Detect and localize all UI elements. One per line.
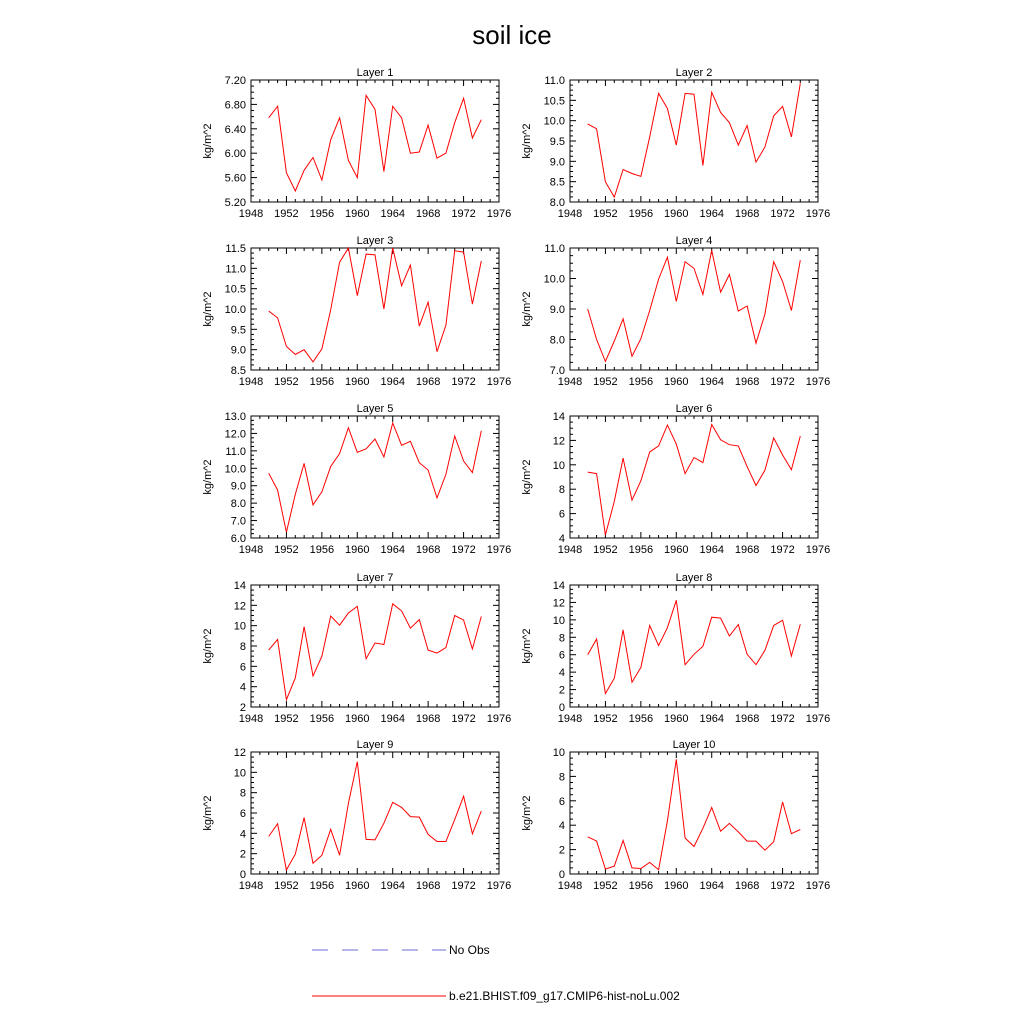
y-tick-label: 9.0 — [549, 304, 565, 316]
x-tick-label: 1952 — [274, 376, 299, 388]
panel-title: Layer 10 — [672, 739, 716, 751]
y-tick-label: 12 — [552, 597, 565, 610]
figure-title: soil ice — [472, 20, 552, 50]
panel-layer-1 — [202, 67, 511, 220]
y-tick-label: 9.0 — [230, 344, 246, 357]
y-tick-label: 12 — [233, 600, 246, 613]
x-tick-label: 1964 — [380, 880, 405, 892]
panel-layer-9 — [202, 739, 511, 892]
series-line-model-run — [269, 762, 482, 870]
y-tick-label: 4 — [239, 828, 246, 841]
x-tick-label: 1972 — [770, 713, 795, 725]
series-line-model-run — [588, 83, 801, 197]
series-line-model-run — [269, 95, 482, 191]
y-tick-label: 14 — [552, 411, 565, 423]
x-tick-label: 1960 — [664, 880, 689, 892]
x-tick-label: 1948 — [557, 544, 583, 556]
y-tick-label: 5.60 — [224, 172, 246, 185]
x-tick-label: 1948 — [557, 208, 583, 220]
x-tick-label: 1964 — [699, 208, 724, 220]
y-tick-label: 0 — [558, 869, 565, 881]
y-tick-label: 10 — [552, 614, 565, 627]
y-tick-label: 6 — [558, 795, 565, 808]
x-tick-label: 1968 — [415, 544, 441, 556]
y-tick-label: 4 — [558, 820, 565, 833]
plot-frame — [251, 752, 499, 874]
y-tick-label: 7.0 — [230, 515, 246, 528]
series-line-model-run — [269, 248, 482, 362]
legend — [312, 943, 680, 1003]
panel-title: Layer 2 — [675, 67, 713, 79]
x-tick-label: 1948 — [238, 713, 264, 725]
x-tick-label: 1964 — [380, 713, 405, 725]
x-tick-label: 1952 — [274, 880, 299, 892]
x-tick-label: 1948 — [557, 880, 583, 892]
x-tick-label: 1960 — [664, 376, 689, 388]
x-tick-label: 1956 — [309, 208, 335, 220]
y-tick-label: 10 — [233, 620, 246, 633]
panel-title: Layer 8 — [675, 572, 713, 584]
panel-title: Layer 5 — [356, 403, 394, 415]
plot-frame — [570, 752, 818, 874]
y-tick-label: 10.0 — [224, 463, 246, 476]
y-tick-label: 10 — [552, 459, 565, 472]
y-tick-label: 8.0 — [230, 498, 246, 511]
panel-layer-2 — [521, 67, 830, 220]
y-tick-label: 10.5 — [543, 95, 565, 108]
y-tick-label: 8 — [239, 787, 246, 800]
legend-label-model-run: b.e21.BHIST.f09_g17.CMIP6-hist-noLu.002 — [449, 989, 680, 1003]
x-tick-label: 1952 — [593, 376, 618, 388]
x-tick-label: 1968 — [415, 208, 441, 220]
y-axis-label: kg/m^2 — [521, 459, 533, 495]
y-tick-label: 0 — [558, 702, 565, 714]
x-tick-label: 1968 — [734, 544, 760, 556]
x-tick-label: 1968 — [415, 376, 441, 388]
x-tick-label: 1952 — [593, 880, 618, 892]
y-tick-label: 7.0 — [549, 365, 565, 377]
series-line-model-run — [269, 604, 482, 700]
x-tick-label: 1972 — [770, 376, 795, 388]
y-tick-label: 8.5 — [549, 176, 565, 189]
y-tick-label: 11.0 — [544, 75, 565, 87]
y-tick-label: 8 — [239, 641, 246, 653]
y-tick-label: 4 — [558, 667, 565, 680]
x-tick-label: 1960 — [345, 713, 370, 725]
y-tick-label: 6 — [239, 661, 246, 674]
legend-label-no-obs: No Obs — [449, 943, 490, 957]
x-tick-label: 1956 — [628, 208, 654, 220]
x-tick-label: 1972 — [451, 713, 476, 725]
x-tick-label: 1972 — [451, 376, 476, 388]
y-tick-label: 9.5 — [230, 324, 246, 337]
x-tick-label: 1952 — [593, 544, 618, 556]
y-tick-label: 6 — [558, 508, 565, 521]
x-tick-label: 1956 — [309, 544, 335, 556]
x-tick-label: 1964 — [699, 880, 724, 892]
y-tick-label: 12 — [233, 747, 246, 759]
plot-frame — [570, 80, 818, 202]
panel-layer-3 — [202, 235, 511, 388]
panel-title: Layer 4 — [675, 235, 713, 247]
x-tick-label: 1964 — [380, 376, 405, 388]
y-tick-label: 9.0 — [230, 480, 246, 493]
x-tick-label: 1948 — [238, 544, 264, 556]
x-tick-label: 1948 — [238, 208, 264, 220]
x-tick-label: 1972 — [451, 880, 476, 892]
y-tick-label: 10.0 — [543, 115, 565, 128]
x-tick-label: 1976 — [486, 544, 512, 556]
x-tick-label: 1956 — [309, 376, 335, 388]
x-tick-label: 1952 — [593, 713, 618, 725]
x-tick-label: 1960 — [664, 208, 689, 220]
series-line-model-run — [588, 425, 801, 536]
x-tick-label: 1956 — [628, 544, 654, 556]
y-axis-label: kg/m^2 — [521, 795, 533, 831]
y-tick-label: 8 — [558, 484, 565, 497]
x-tick-label: 1976 — [805, 376, 831, 388]
x-tick-label: 1964 — [699, 544, 724, 556]
y-tick-label: 8.0 — [549, 197, 565, 209]
y-tick-label: 10.5 — [224, 283, 246, 296]
x-tick-label: 1976 — [805, 880, 831, 892]
y-tick-label: 6.0 — [230, 533, 246, 545]
x-tick-label: 1960 — [345, 376, 370, 388]
x-tick-label: 1956 — [309, 880, 335, 892]
y-tick-label: 4 — [239, 681, 246, 694]
y-tick-label: 12 — [552, 435, 565, 448]
y-tick-label: 0 — [239, 869, 246, 881]
y-tick-label: 9.5 — [549, 136, 565, 148]
y-axis-label: kg/m^2 — [521, 628, 533, 664]
x-tick-label: 1956 — [628, 880, 654, 892]
x-tick-label: 1952 — [274, 544, 299, 556]
y-tick-label: 2 — [239, 702, 246, 714]
y-tick-label: 6 — [239, 808, 246, 820]
y-tick-label: 11.0 — [225, 445, 246, 458]
plot-frame — [251, 80, 499, 202]
panel-layer-10 — [521, 739, 830, 892]
x-tick-label: 1976 — [486, 376, 512, 388]
y-tick-label: 2 — [239, 848, 246, 861]
x-tick-label: 1968 — [734, 208, 760, 220]
x-tick-label: 1968 — [734, 880, 760, 892]
x-tick-label: 1972 — [770, 880, 795, 892]
y-tick-label: 10 — [233, 767, 246, 780]
plot-frame — [251, 585, 499, 707]
plot-frame — [570, 585, 818, 707]
panel-title: Layer 3 — [356, 235, 394, 247]
y-tick-label: 2 — [558, 844, 565, 857]
y-axis-label: kg/m^2 — [202, 795, 214, 831]
x-tick-label: 1968 — [734, 713, 760, 725]
y-tick-label: 14 — [233, 580, 246, 592]
panel-title: Layer 7 — [356, 572, 394, 584]
x-tick-label: 1964 — [699, 376, 724, 388]
y-axis-label: kg/m^2 — [521, 291, 533, 327]
x-tick-label: 1972 — [451, 208, 476, 220]
x-tick-label: 1948 — [557, 713, 583, 725]
y-tick-label: 2 — [558, 684, 565, 697]
plot-frame — [251, 248, 499, 370]
panel-layer-7 — [202, 572, 511, 725]
x-tick-label: 1960 — [664, 544, 689, 556]
y-tick-label: 8 — [558, 632, 565, 645]
x-tick-label: 1964 — [380, 544, 405, 556]
y-tick-label: 6.80 — [224, 99, 246, 112]
x-tick-label: 1968 — [734, 376, 760, 388]
y-tick-label: 4 — [558, 533, 565, 545]
x-tick-label: 1956 — [628, 713, 654, 725]
x-tick-label: 1960 — [345, 208, 370, 220]
series-line-model-run — [269, 423, 482, 532]
x-tick-label: 1976 — [486, 208, 512, 220]
y-tick-label: 11.5 — [225, 243, 246, 255]
y-tick-label: 6.40 — [224, 123, 246, 136]
x-tick-label: 1972 — [770, 544, 795, 556]
x-tick-label: 1964 — [699, 713, 724, 725]
y-tick-label: 6 — [558, 649, 565, 662]
y-axis-label: kg/m^2 — [202, 291, 214, 327]
plot-frame — [251, 416, 499, 538]
x-tick-label: 1960 — [345, 880, 370, 892]
y-axis-label: kg/m^2 — [202, 459, 214, 495]
legend-item-model-run — [312, 989, 680, 1003]
x-tick-label: 1948 — [238, 880, 264, 892]
y-tick-label: 8.5 — [230, 365, 246, 377]
y-tick-label: 10 — [552, 747, 565, 759]
series-line-model-run — [588, 759, 801, 869]
y-tick-label: 14 — [552, 580, 565, 592]
x-tick-label: 1956 — [628, 376, 654, 388]
y-tick-label: 6.00 — [224, 148, 246, 161]
y-tick-label: 8.0 — [549, 334, 565, 347]
y-tick-label: 13.0 — [224, 411, 246, 423]
x-tick-label: 1960 — [345, 544, 370, 556]
x-tick-label: 1948 — [557, 376, 583, 388]
panel-layer-5 — [202, 403, 511, 556]
x-tick-label: 1968 — [415, 880, 441, 892]
y-tick-label: 11.0 — [225, 263, 246, 276]
y-tick-label: 8 — [558, 771, 565, 784]
plot-frame — [570, 248, 818, 370]
y-tick-label: 10.0 — [543, 273, 565, 286]
y-axis-label: kg/m^2 — [202, 123, 214, 159]
x-tick-label: 1972 — [770, 208, 795, 220]
x-tick-label: 1976 — [486, 713, 512, 725]
legend-item-no-obs — [312, 943, 490, 957]
panel-layer-6 — [521, 403, 830, 556]
y-tick-label: 12.0 — [224, 428, 246, 441]
chart-panels — [202, 67, 830, 892]
y-tick-label: 11.0 — [544, 243, 565, 255]
y-tick-label: 5.20 — [224, 197, 246, 209]
series-line-model-run — [588, 250, 801, 361]
panel-title: Layer 1 — [356, 67, 394, 79]
y-tick-label: 9.0 — [549, 156, 565, 169]
x-tick-label: 1952 — [274, 713, 299, 725]
x-tick-label: 1952 — [274, 208, 299, 220]
y-tick-label: 10.0 — [224, 304, 246, 316]
panel-layer-8 — [521, 572, 830, 725]
x-tick-label: 1976 — [805, 713, 831, 725]
x-tick-label: 1964 — [380, 208, 405, 220]
x-tick-label: 1968 — [415, 713, 441, 725]
y-axis-label: kg/m^2 — [521, 123, 533, 159]
series-line-model-run — [588, 600, 801, 693]
panel-layer-4 — [521, 235, 830, 388]
x-tick-label: 1976 — [805, 208, 831, 220]
x-tick-label: 1972 — [451, 544, 476, 556]
y-axis-label: kg/m^2 — [202, 628, 214, 664]
y-tick-label: 7.20 — [224, 75, 246, 87]
x-tick-label: 1976 — [486, 880, 512, 892]
x-tick-label: 1948 — [238, 376, 264, 388]
x-tick-label: 1976 — [805, 544, 831, 556]
plot-frame — [570, 416, 818, 538]
x-tick-label: 1956 — [309, 713, 335, 725]
x-tick-label: 1960 — [664, 713, 689, 725]
panel-title: Layer 9 — [356, 739, 394, 751]
x-tick-label: 1952 — [593, 208, 618, 220]
panel-title: Layer 6 — [675, 403, 713, 415]
